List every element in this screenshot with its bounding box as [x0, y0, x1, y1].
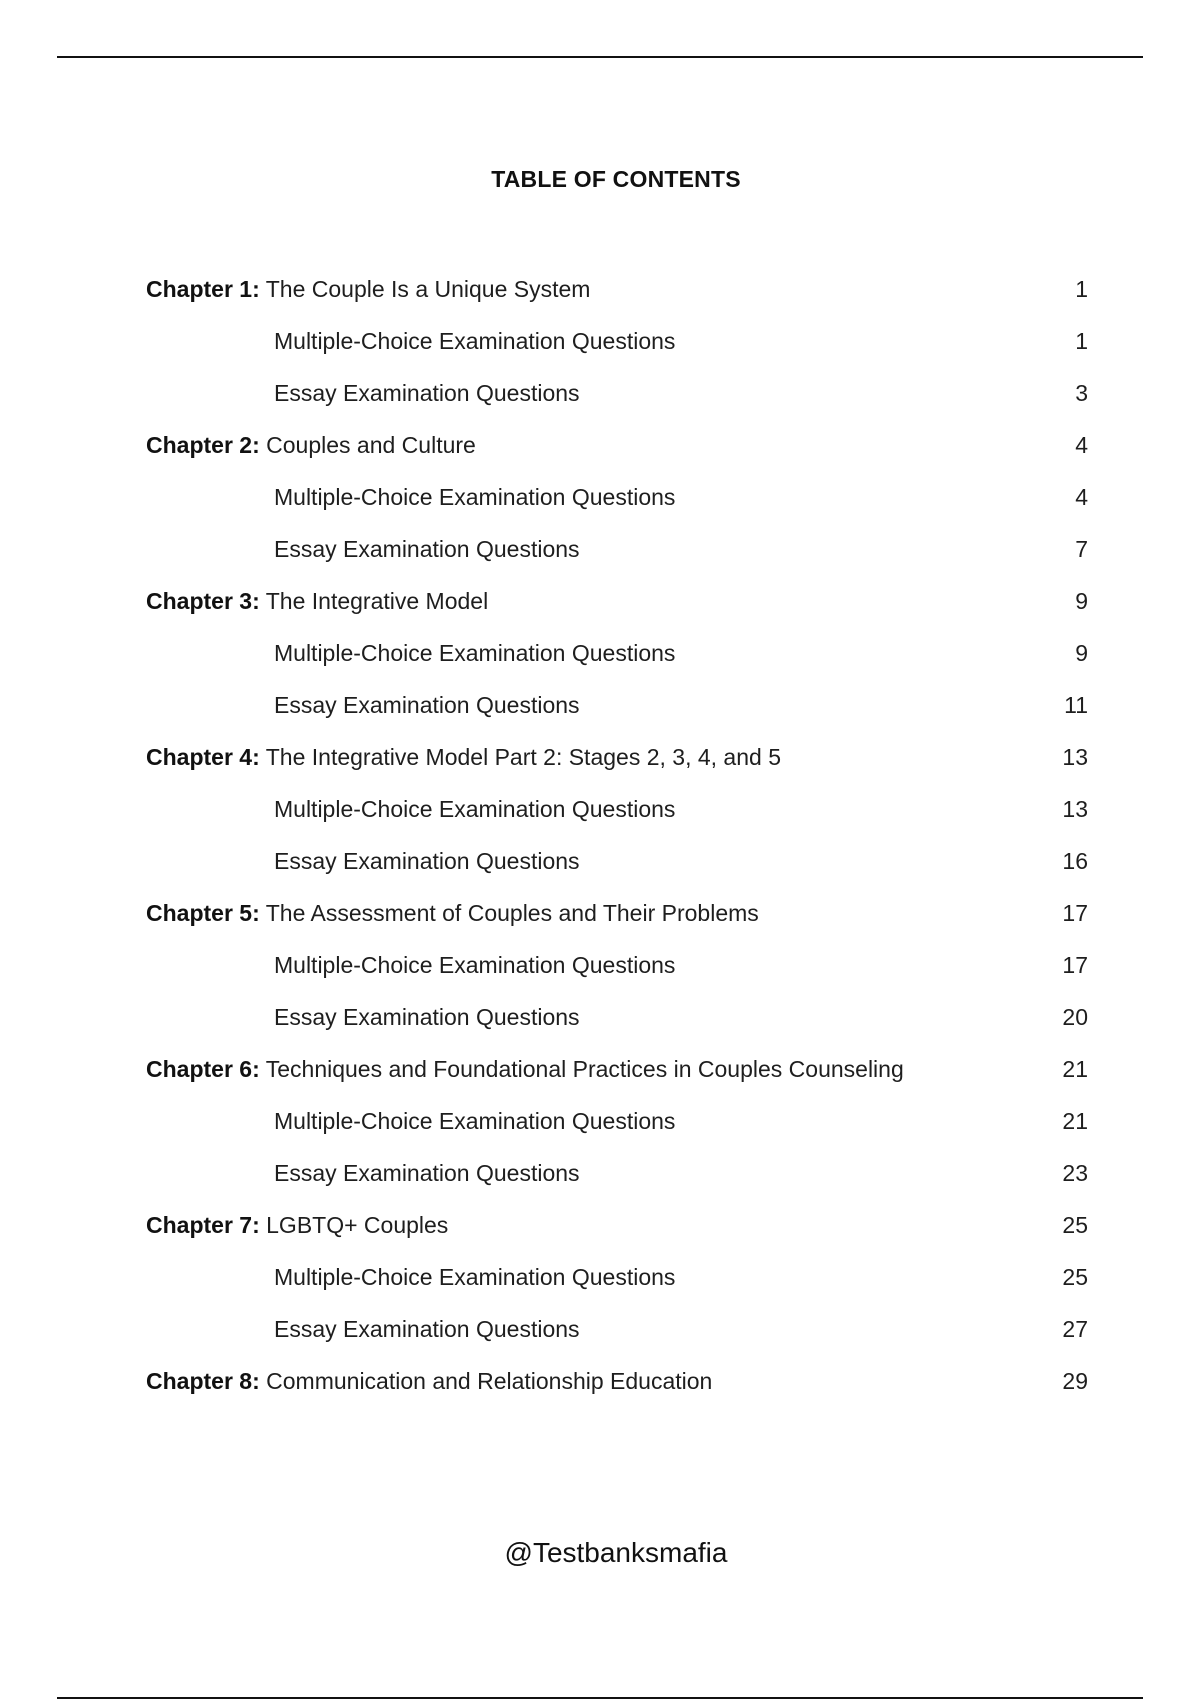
page-number: 29 — [1062, 1368, 1088, 1394]
page-number: 9 — [1075, 588, 1088, 614]
chapter-label: Chapter 6: — [146, 1056, 260, 1082]
chapter-title: Techniques and Foundational Practices in Couples Counseling — [265, 1056, 904, 1082]
toc-chapter-entry — [146, 742, 1088, 794]
top-rule — [57, 56, 1143, 58]
toc-sub-entry — [146, 1158, 1088, 1210]
chapter-label: Chapter 1: — [146, 276, 260, 302]
page-number: 3 — [1075, 380, 1088, 406]
section-title: Multiple-Choice Examination Questions — [274, 484, 676, 510]
toc-sub-entry — [146, 950, 1088, 1002]
section-title: Essay Examination Questions — [274, 380, 580, 406]
page-number: 16 — [1062, 848, 1088, 874]
chapter-label: Chapter 5: — [146, 900, 260, 926]
chapter-label: Chapter 2: — [146, 432, 260, 458]
toc-sub-entry — [146, 794, 1088, 846]
toc-chapter-entry — [146, 586, 1088, 638]
toc-entry-text — [274, 950, 675, 980]
page-number: 25 — [1062, 1212, 1088, 1238]
page-number: 27 — [1062, 1316, 1088, 1342]
toc-chapter-entry — [146, 274, 1088, 326]
toc-entry-text — [274, 1314, 580, 1344]
toc-sub-entry — [146, 1314, 1088, 1366]
page-number: 17 — [1062, 952, 1088, 978]
page-number: 23 — [1062, 1160, 1088, 1186]
toc-entry-text — [274, 1262, 675, 1292]
chapter-label: Chapter 3: — [146, 588, 260, 614]
toc-entry-text — [274, 690, 580, 720]
toc-sub-entry — [146, 846, 1088, 898]
chapter-label: Chapter 7: — [146, 1212, 260, 1238]
toc-entry-text — [146, 1054, 904, 1084]
toc-sub-entry — [146, 690, 1088, 742]
page-number: 25 — [1062, 1264, 1088, 1290]
toc-list — [146, 274, 1088, 1418]
page-number: 13 — [1062, 796, 1088, 822]
footer-handle: @Testbanksmafia — [504, 1537, 728, 1568]
toc-entry-text — [274, 794, 675, 824]
chapter-title: Communication and Relationship Education — [266, 1368, 713, 1394]
page-number: 21 — [1062, 1056, 1088, 1082]
toc-entry-text — [146, 586, 488, 616]
toc-sub-entry — [146, 326, 1088, 378]
page-number: 4 — [1075, 432, 1088, 458]
chapter-label: Chapter 4: — [146, 744, 260, 770]
section-title: Essay Examination Questions — [274, 1004, 580, 1030]
section-title: Multiple-Choice Examination Questions — [274, 796, 676, 822]
section-title: Essay Examination Questions — [274, 848, 580, 874]
toc-chapter-entry — [146, 898, 1088, 950]
page-number: 1 — [1075, 328, 1088, 354]
toc-entry-text — [274, 846, 580, 876]
section-title: Essay Examination Questions — [274, 1316, 580, 1342]
toc-entry-text — [146, 1210, 448, 1240]
toc-chapter-entry — [146, 430, 1088, 482]
toc-entry-text — [146, 274, 590, 304]
bottom-rule — [57, 1697, 1143, 1699]
chapter-title: The Integrative Model Part 2: Stages 2, 3, 4, and 5 — [265, 744, 781, 770]
page-number: 20 — [1062, 1004, 1088, 1030]
toc-sub-entry — [146, 638, 1088, 690]
section-title: Essay Examination Questions — [274, 1160, 580, 1186]
toc-chapter-entry — [146, 1210, 1088, 1262]
section-title: Multiple-Choice Examination Questions — [274, 328, 676, 354]
page-number: 1 — [1075, 276, 1088, 302]
toc-entry-text — [274, 378, 580, 408]
page-title: TABLE OF CONTENTS — [491, 166, 741, 192]
toc-sub-entry — [146, 1262, 1088, 1314]
toc-entry-text — [146, 742, 781, 772]
chapter-title: The Assessment of Couples and Their Problems — [265, 900, 759, 926]
toc-entry-text — [146, 430, 476, 460]
chapter-label: Chapter 8: — [146, 1368, 260, 1394]
toc-entry-text — [274, 1002, 580, 1032]
toc-entry-text — [274, 1158, 580, 1188]
section-title: Multiple-Choice Examination Questions — [274, 640, 676, 666]
chapter-title: LGBTQ+ Couples — [266, 1212, 449, 1238]
page-number: 7 — [1075, 536, 1088, 562]
toc-entry-text — [274, 482, 675, 512]
page-number: 11 — [1064, 692, 1088, 718]
toc-entry-text — [146, 898, 759, 928]
page-number: 17 — [1062, 900, 1088, 926]
toc-entry-text — [274, 326, 675, 356]
toc-entry-text — [146, 1366, 712, 1396]
toc-sub-entry — [146, 378, 1088, 430]
section-title: Essay Examination Questions — [274, 692, 580, 718]
toc-entry-text — [274, 534, 580, 564]
section-title: Multiple-Choice Examination Questions — [274, 952, 676, 978]
section-title: Essay Examination Questions — [274, 536, 580, 562]
toc-chapter-entry — [146, 1054, 1088, 1106]
page-number: 9 — [1075, 640, 1088, 666]
toc-sub-entry — [146, 534, 1088, 586]
section-title: Multiple-Choice Examination Questions — [274, 1264, 676, 1290]
toc-entry-text — [274, 1106, 675, 1136]
page-number: 4 — [1075, 484, 1088, 510]
chapter-title: Couples and Culture — [266, 432, 476, 458]
page-number: 13 — [1062, 744, 1088, 770]
chapter-title: The Integrative Model — [265, 588, 489, 614]
toc-chapter-entry — [146, 1366, 1088, 1418]
chapter-title: The Couple Is a Unique System — [265, 276, 591, 302]
page-number: 21 — [1062, 1108, 1088, 1134]
toc-sub-entry — [146, 1106, 1088, 1158]
section-title: Multiple-Choice Examination Questions — [274, 1108, 676, 1134]
toc-sub-entry — [146, 482, 1088, 534]
toc-entry-text — [274, 638, 675, 668]
toc-sub-entry — [146, 1002, 1088, 1054]
